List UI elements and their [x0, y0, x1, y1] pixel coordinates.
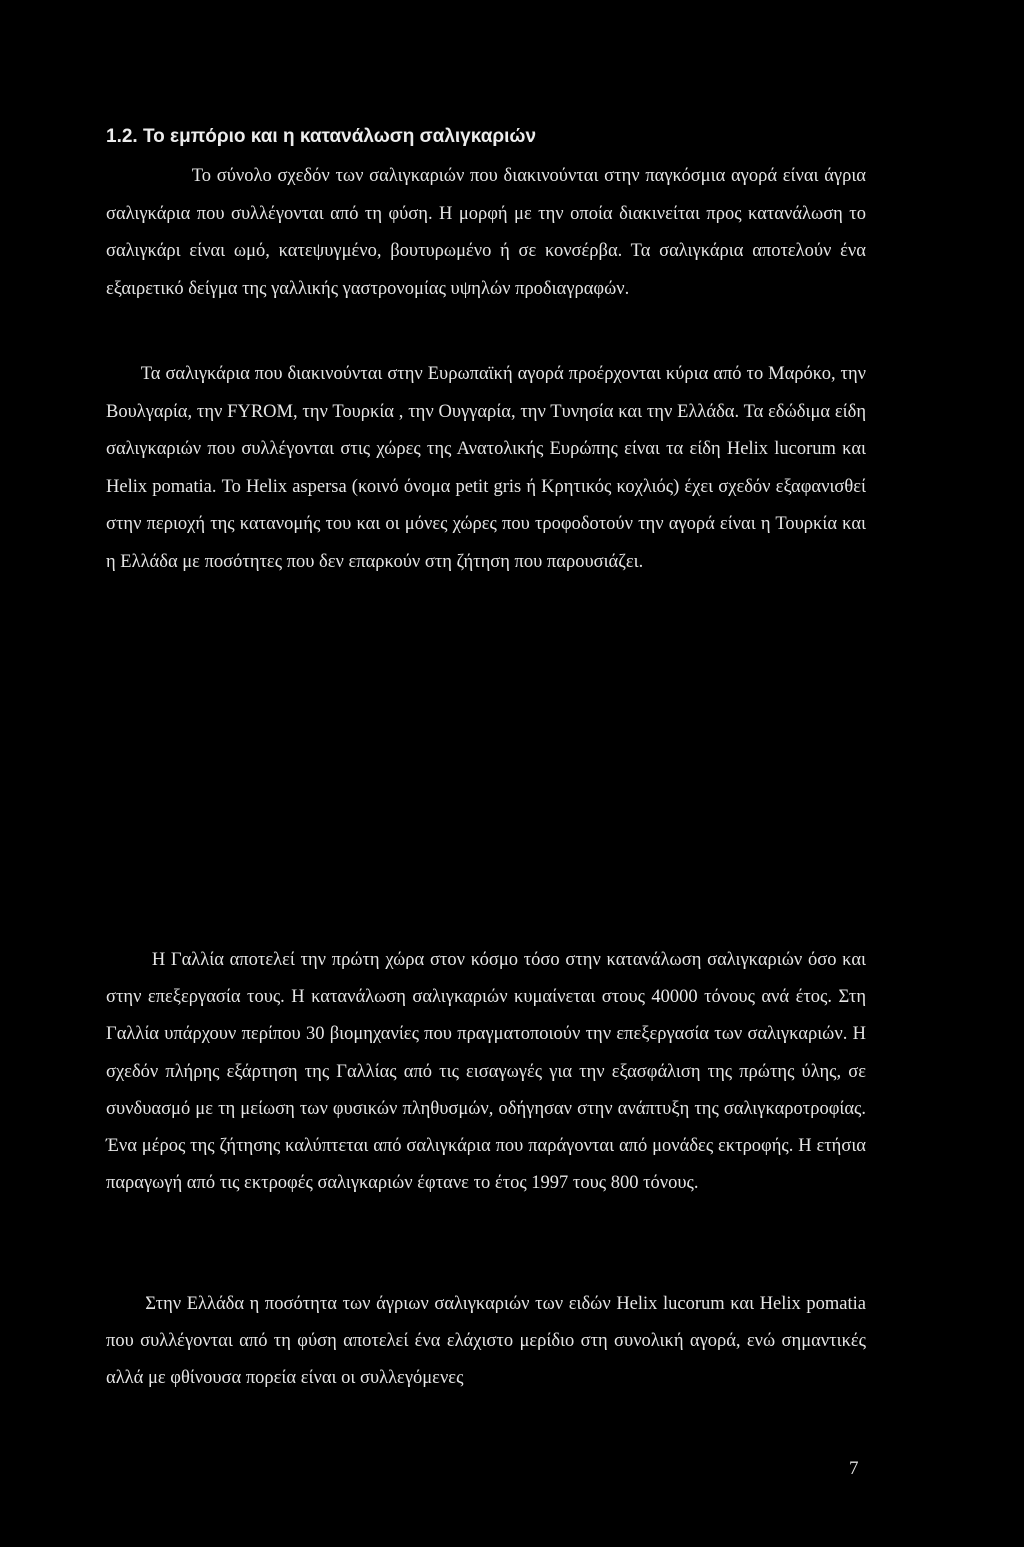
- paragraph-1: [106, 158, 866, 308]
- paragraph-indent: [106, 364, 141, 384]
- paragraph-indent: [106, 1294, 145, 1314]
- paragraph-text: Το σύνολο σχεδόν των σαλιγκαριών που διακινούνται στην παγκόσμια αγορά είναι άγρια σαλιγκάρια που συλλέγονται από τη φύση. Η μορφή με την οποία διακινείται προς κατανάλωση το σαλιγκάρι είναι ωμό, κατεψυγμένο, βουτυρωμένο ή σε κονσέρβα. Τα σαλιγκάρια αποτελούν ένα εξαιρετικό δείγμα της γαλλικής γαστρονομίας υψηλών προδιαγραφών.: [106, 166, 867, 299]
- section-heading: 1.2. Το εμπόριο και η κατανάλωση σαλιγκαριών: [106, 126, 537, 147]
- paragraph-4: [106, 1286, 866, 1398]
- paragraph-text: Τα σαλιγκάρια που διακινούνται στην Ευρωπαϊκή αγορά προέρχονται κύρια από το Μαρόκο, την Βουλγαρία, την FYROM, την Τουρκία , την Ουγγαρία, την Τυνησία και την Ελλάδα. Τα εδώδιμα είδη σαλιγκαριών που συλλέγονται στις χώρες της Ανατολικής Ευρώπης είναι τα είδη Helix lucorum και Helix pomatia. Το Helix aspersa (κοινό όνομα petit gris ή Κρητικός κοχλιός) έχει σχεδόν εξαφανισθεί στην περιοχή της κατανομής του και οι μόνες χώρες που τροφοδοτούν την αγορά είναι η Τουρκία και η Ελλάδα με ποσότητες που δεν επαρκούν στη ζήτηση που παρουσιάζει.: [106, 364, 867, 572]
- paragraph-indent: [106, 950, 152, 970]
- paragraph-2: [106, 356, 866, 581]
- paragraph-text: Στην Ελλάδα η ποσότητα των άγριων σαλιγκαριών των ειδών Helix lucorum και Helix pomatia που συλλέγονται από τη φύση αποτελεί ένα ελάχιστο μερίδιο στη συνολική αγορά, ενώ σημαντικές αλλά με φθίνουσα πορεία είναι οι συλλεγόμενες: [106, 1294, 866, 1389]
- paragraph-3: [106, 942, 866, 1202]
- paragraph-text: Η Γαλλία αποτελεί την πρώτη χώρα στον κόσμο τόσο στην κατανάλωση σαλιγκαριών όσο και στην επεξεργασία τους. Η κατανάλωση σαλιγκαριών κυμαίνεται στους 40000 τόνους ανά έτος. Στη Γαλλία υπάρχουν περίπου 30 βιομηχανίες που πραγματοποιούν την επεξεργασία των σαλιγκαριών. Η σχεδόν πλήρης εξάρτηση της Γαλλίας από τις εισαγωγές για την εξασφάλιση της πρώτης ύλης, σε συνδυασμό με τη μείωση των φυσικών πληθυσμών, οδήγησαν στην ανάπτυξη της σαλιγκαροτροφίας. Ένα μέρος της ζήτησης καλύπτεται από σαλιγκάρια που παράγονται από μονάδες εκτροφής. Η ετήσια παραγωγή από τις εκτροφές σαλιγκαριών έφτανε το έτος 1997 τους 800 τόνους.: [106, 950, 867, 1194]
- page-number: 7: [849, 1458, 859, 1479]
- paragraph-indent: [106, 166, 192, 186]
